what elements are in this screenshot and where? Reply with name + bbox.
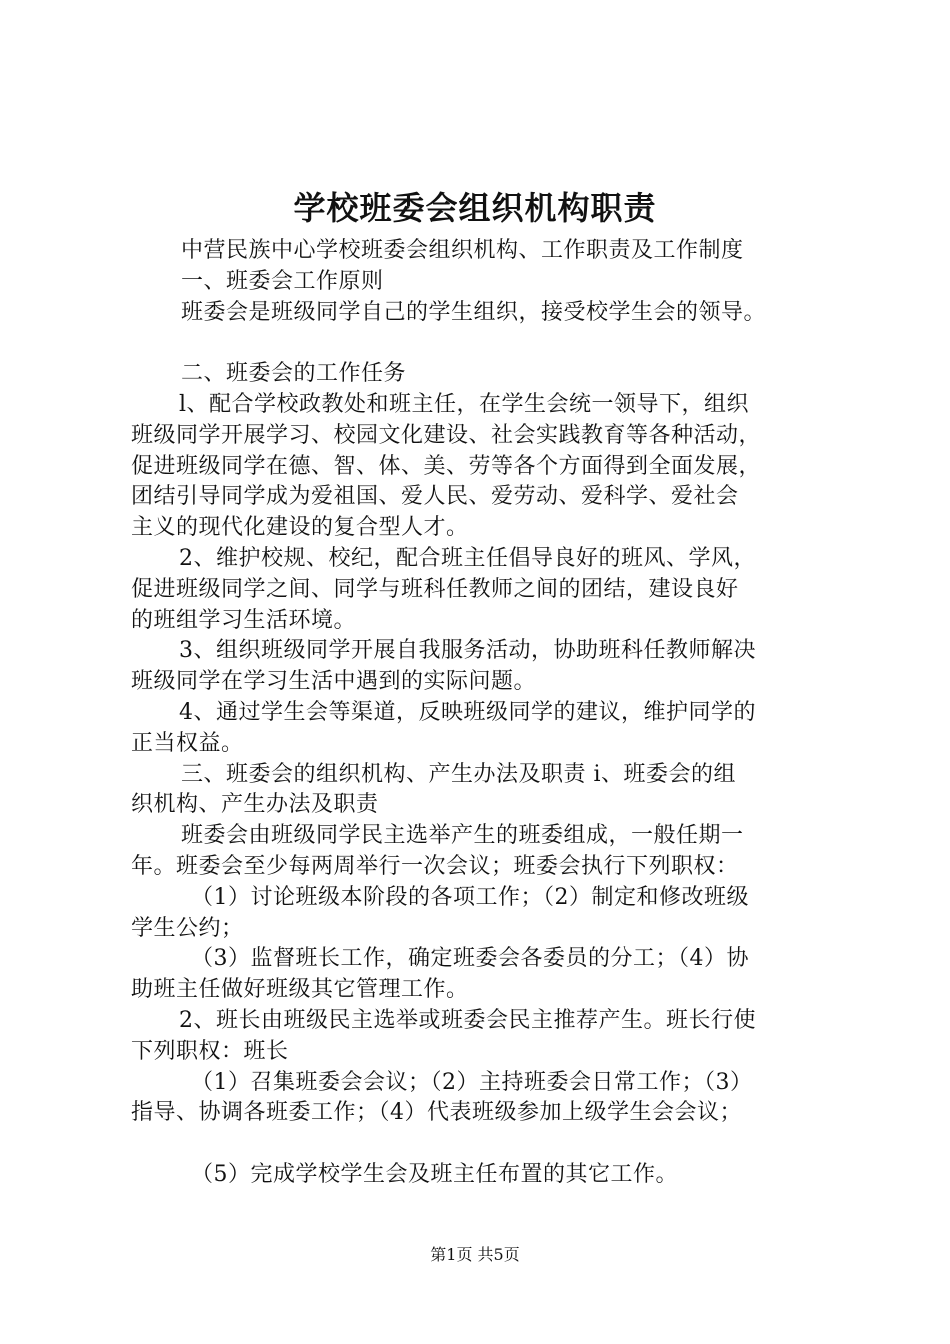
- section-heading: 三、班委会的组织机构、产生办法及职责 i、班委会的组: [181, 761, 737, 787]
- paragraph-line: （1）召集班委会会议；（2）主持班委会日常工作；（3）: [191, 1069, 753, 1095]
- paragraph-line: 学生公约；: [131, 915, 244, 941]
- paragraph-line: 4、通过学生会等渠道，反映班级同学的建议，维护同学的: [179, 699, 756, 725]
- paragraph-line: （5）完成学校学生会及班主任布置的其它工作。: [191, 1161, 678, 1187]
- paragraph-line: 下列职权：班长: [131, 1038, 289, 1064]
- document-title: 学校班委会组织机构职责: [293, 189, 657, 227]
- paragraph-line: 指导、协调各班委工作；（4）代表班级参加上级学生会会议；: [131, 1100, 742, 1126]
- paragraph-line: 班委会由班级同学民主选举产生的班委组成，一般任期一: [181, 823, 744, 849]
- paragraph-line: 班级同学在学习生活中遇到的实际问题。: [131, 669, 537, 695]
- blank-line: [131, 328, 843, 359]
- document-body: [131, 236, 843, 1191]
- paragraph-line: 助班主任做好班级其它管理工作。: [131, 977, 469, 1003]
- paragraph-line: 促进班级同学在德、智、体、美、劳等各个方面得到全面发展，: [131, 453, 762, 479]
- page-footer: 第1页 共5页: [430, 1245, 520, 1264]
- section-heading: 一、班委会工作原则: [181, 268, 384, 294]
- paragraph-line: 2、班长由班级民主选举或班委会民主推荐产生。班长行使: [179, 1007, 756, 1033]
- paragraph-line: 正当权益。: [131, 730, 244, 756]
- paragraph-line: 主义的现代化建设的复合型人才。: [131, 515, 469, 541]
- paragraph-line: 3、组织班级同学开展自我服务活动，协助班科任教师解决: [179, 638, 756, 664]
- paragraph-line: 促进班级同学之间、同学与班科任教师之间的团结，建设良好: [131, 576, 739, 602]
- section-heading: 二、班委会的工作任务: [181, 361, 407, 387]
- subtitle-line: 中营民族中心学校班委会组织机构、工作职责及工作制度: [181, 238, 744, 263]
- paragraph-line: （3）监督班长工作，确定班委会各委员的分工；（4）协: [191, 946, 749, 972]
- paragraph-line: 团结引导同学成为爱祖国、爱人民、爱劳动、爱科学、爱社会: [131, 484, 739, 510]
- paragraph-line: 班级同学开展学习、校园文化建设、社会实践教育等各种活动，: [131, 422, 762, 448]
- paragraph-line: 的班组学习生活环境。: [131, 607, 357, 633]
- paragraph-line: 班委会是班级同学自己的学生组织，接受校学生会的领导。: [181, 299, 767, 325]
- paragraph-line: 织机构、产生办法及职责: [131, 792, 379, 818]
- paragraph-line: （1）讨论班级本阶段的各项工作；（2）制定和修改班级: [191, 884, 749, 910]
- paragraph-line: 2、维护校规、校纪，配合班主任倡导良好的班风、学风，: [179, 545, 756, 571]
- paragraph-line: 年。班委会至少每两周举行一次会议；班委会执行下列职权：: [131, 853, 739, 879]
- paragraph-line: l、配合学校政教处和班主任，在学生会统一领导下，组织: [179, 391, 750, 417]
- blank-line: [131, 1129, 843, 1160]
